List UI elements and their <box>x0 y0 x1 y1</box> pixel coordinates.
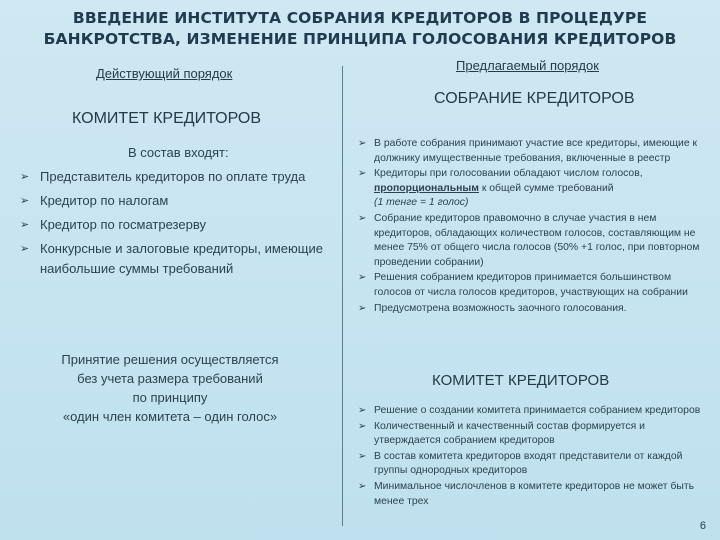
arrow-bullet-icon: ➢ <box>358 420 367 432</box>
arrow-bullet-icon: ➢ <box>358 405 367 416</box>
list-item-text: Решения собранием кредиторов принимается большинством голосов от числа голосов кредиторов, участвующих на собрании <box>374 272 688 298</box>
decision-line-2: без учета размера требований <box>77 371 263 386</box>
list-item-text: Кредитор по госматрезерву <box>40 217 206 232</box>
committee-members-list <box>20 165 350 279</box>
arrow-bullet-icon: ➢ <box>358 168 367 180</box>
list-item <box>358 420 708 449</box>
list-item <box>358 271 708 300</box>
decision-line-3: по принципу <box>132 390 208 405</box>
arrow-bullet-icon: ➢ <box>358 480 367 492</box>
title-line-1: ВВЕДЕНИЕ ИНСТИТУТА СОБРАНИЯ КРЕДИТОРОВ В ПРОЦЕДУРЕ <box>72 9 648 27</box>
list-item-text: В работе собрания принимают участие все кредиторы, имеющие к должнику имущественные требования, включенные в реестр <box>374 138 698 164</box>
arrow-bullet-icon: ➢ <box>358 302 367 314</box>
list-item <box>358 212 708 270</box>
arrow-bullet-icon: ➢ <box>358 272 367 284</box>
title-line-2: БАНКРОТСТВА, ИЗМЕНЕНИЕ ПРИНЦИПА ГОЛОСОВАНИЯ КРЕДИТОРОВ <box>43 30 677 48</box>
arrow-bullet-icon: ➢ <box>20 243 30 255</box>
list-item <box>358 404 708 419</box>
vote-rule-text-end: к общей сумме требований <box>481 182 614 194</box>
list-item <box>358 450 708 479</box>
decision-line-4: «один член комитета – один голос» <box>62 409 278 424</box>
committee-rules-list <box>358 404 708 509</box>
list-item-text: Минимальное числочленов в комитете кредиторов не может быть менее трех <box>374 480 695 507</box>
decision-line-1: Принятие решения осуществляется <box>61 352 279 367</box>
current-procedure-subtitle: Действующий порядок <box>96 66 233 81</box>
list-item-text <box>374 167 708 211</box>
arrow-bullet-icon: ➢ <box>20 195 30 207</box>
right-committee-heading: КОМИТЕТ КРЕДИТОРОВ <box>432 372 610 389</box>
slide-title <box>0 8 720 50</box>
left-committee-heading: КОМИТЕТ КРЕДИТОРОВ <box>72 110 262 127</box>
list-item-text: Предусмотрена возможность заочного голосования. <box>374 302 627 314</box>
proposed-procedure-subtitle: Предлагаемый порядок <box>456 58 599 73</box>
column-divider <box>342 66 343 526</box>
vote-ratio-note: (1 тенге = 1 голос) <box>374 197 469 209</box>
vote-rule-text: Кредиторы при голосовании обладают числом голосов, <box>374 168 643 180</box>
list-item-text: Решение о создании комитета принимается собранием кредиторов <box>374 405 701 416</box>
list-item-text: В состав комитета кредиторов входят представители от каждой группы однородных кредиторов <box>374 450 683 477</box>
decision-principle <box>30 350 310 426</box>
page-number: 6 <box>699 520 706 532</box>
list-item <box>358 167 708 211</box>
list-item-text: Собрание кредиторов правомочно в случае участия в нем кредиторов, обладающих количеством голосов, составляющим не менее 75% от общего числа голосов (50% +1 голос, при повторном проведении собрании) <box>374 212 700 268</box>
arrow-bullet-icon: ➢ <box>20 171 30 183</box>
list-item-text: Количественный и качественный состав формируется и утверждается собранием кредиторов <box>374 420 645 447</box>
list-item <box>20 237 350 279</box>
list-item <box>20 165 350 189</box>
committee-composition-intro: В состав входят: <box>128 145 229 160</box>
creditors-meeting-list <box>358 137 708 316</box>
arrow-bullet-icon: ➢ <box>358 212 367 224</box>
arrow-bullet-icon: ➢ <box>358 450 367 462</box>
list-item-text: Представитель кредиторов по оплате труда <box>40 169 306 184</box>
arrow-bullet-icon: ➢ <box>20 219 30 231</box>
list-item-text: Конкурсные и залоговые кредиторы, имеющие наибольшие суммы требований <box>40 241 323 276</box>
list-item <box>20 189 350 213</box>
list-item-text: Кредитор по налогам <box>40 193 169 208</box>
list-item <box>358 302 708 317</box>
creditors-meeting-heading: СОБРАНИЕ КРЕДИТОРОВ <box>434 90 635 107</box>
arrow-bullet-icon: ➢ <box>358 138 367 149</box>
list-item <box>358 137 708 166</box>
proportional-emphasis: пропорциональным <box>374 182 479 194</box>
list-item <box>358 480 708 509</box>
list-item <box>20 213 350 237</box>
